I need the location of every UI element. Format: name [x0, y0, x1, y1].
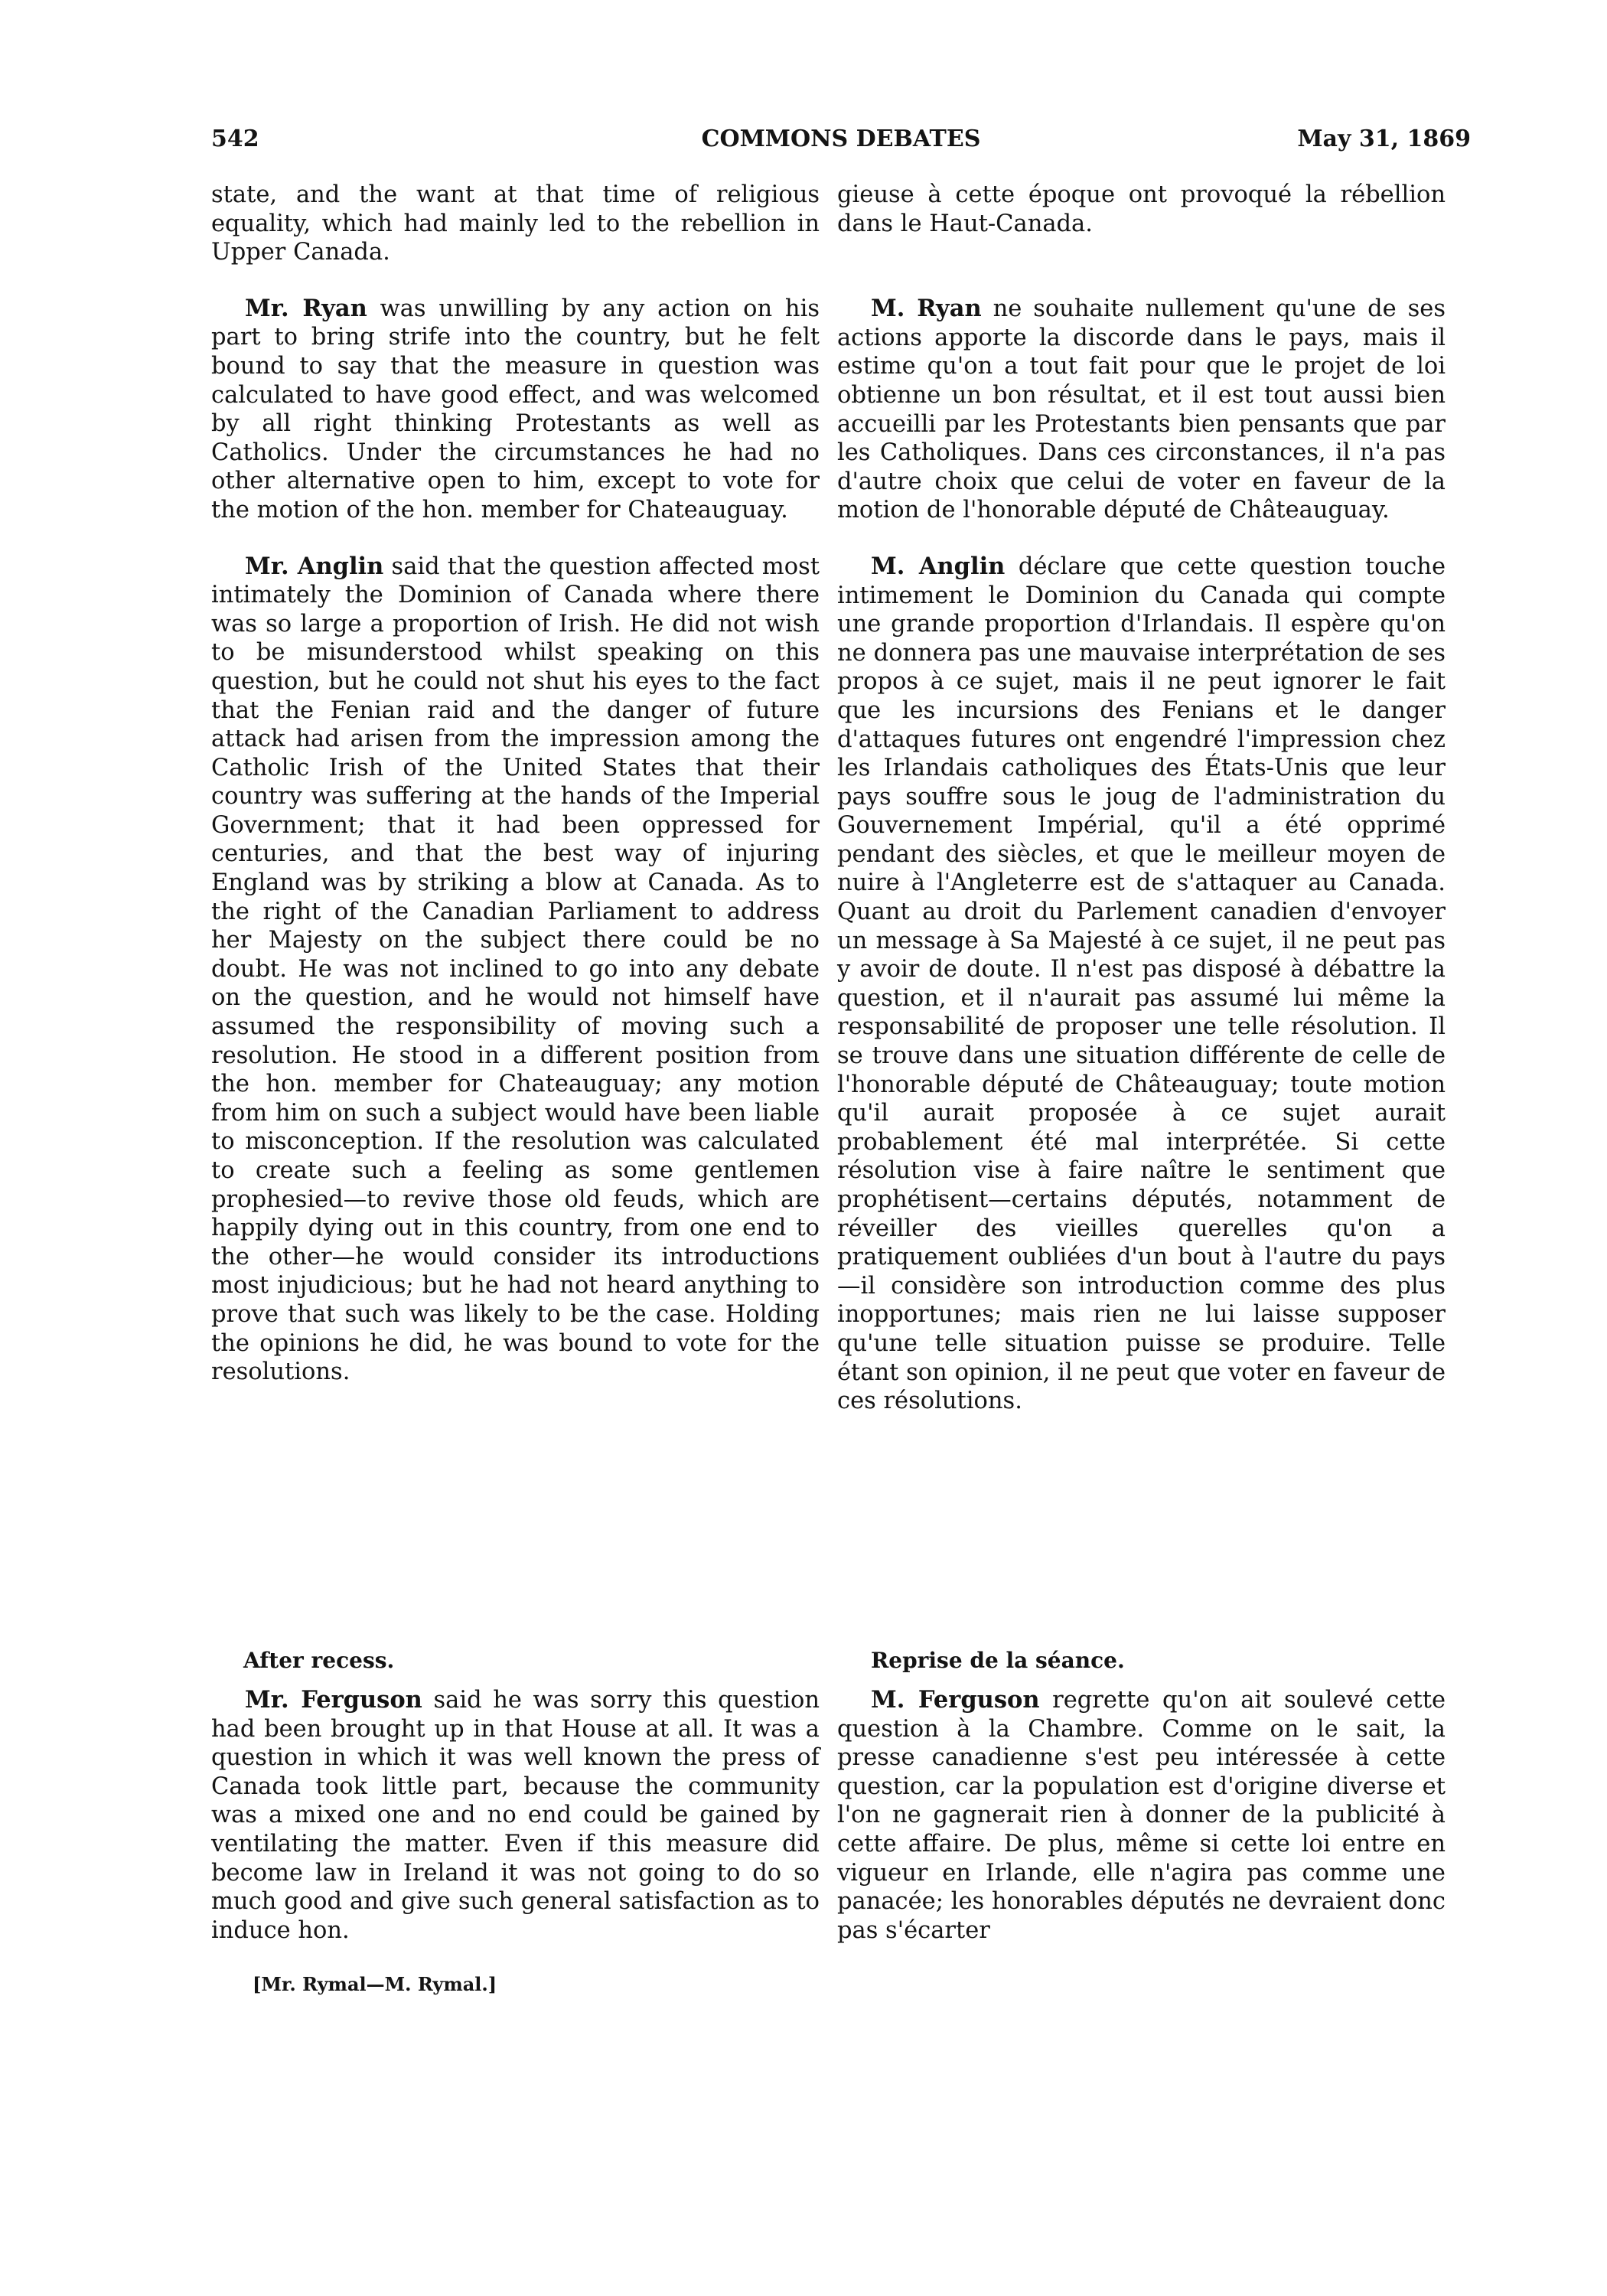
running-title: COMMONS DEBATES: [701, 126, 981, 152]
speech-text: ne souhaite nullement qu'une de ses actions apporte la discorde dans le pays, mais il estime qu'on a tout fait pour que le projet de loi obtienne un bon résultat, et il est tout aussi bien accueilli par les Protestants bien pensants que par les Catholiques. Dans ces circonstances, il n'a pas d'autre choix que celui de voter en faveur de la motion de l'honorable député de Châteauguay.: [837, 295, 1446, 524]
speaker-name: Mr. Ferguson: [245, 1686, 422, 1714]
french-column-top: [837, 181, 1446, 1416]
section-heading-after-recess: After recess.: [243, 1648, 395, 1673]
english-paragraph-continuation: state, and the want at that time of religious equality, which had mainly led to the rebellion in Upper Canada.: [211, 181, 820, 266]
speech-text: déclare que cette question touche intimement le Dominion du Canada qui compte une grande proportion d'Irlandais. Il espère qu'on ne donnera pas une mauvaise interprétation de ses propos à ce sujet, mais il ne peut ignorer le fait que les incursions des Fenians et le danger d'attaques futures ont engendré l'impression chez les Irlandais catholiques des États-Unis que leur pays souffre sous le joug de l'administration du Gouvernement Impérial, qu'il a été opprimé pendant des siècles, et que le meilleur moyen de nuire à l'Angleterre est de s'attaquer au Canada. Quant au droit du Parlement canadien d'envoyer un message à Sa Majesté à ce sujet, il ne peut pas y avoir de doute. Il n'est pas disposé à débattre la question, et il n'aurait pas assumé lui même la responsabilité de proposer une telle résolution. Il se trouve dans une situation différente de celle de l'honorable député de Châteauguay; toute motion qu'il aurait proposée à ce sujet aurait probablement été mal interprétée. Si cette résolution vise à faire naître le sentiment que prophétisent—certains députés, notamment de réveiller des vieilles querelles qu'on a pratiquement oubliées d'un bout à l'autre du pays —il considère son introduction comme des plus inopportunes; mais rien ne lui laisse supposer qu'une telle situation puisse se produire. Telle étant son opinion, il ne peut que voter en faveur de ces résolutions.: [837, 553, 1446, 1415]
speaker-name: Mr. Anglin: [245, 552, 384, 580]
french-paragraph-ryan: [837, 295, 1446, 525]
page-header: [211, 126, 1471, 164]
french-paragraph-anglin: [837, 553, 1446, 1416]
french-paragraph-ferguson: [837, 1686, 1446, 1945]
english-column-top: [211, 181, 820, 1387]
english-column-bottom: [211, 1686, 820, 1945]
english-paragraph-anglin: [211, 553, 820, 1387]
section-heading-reprise: Reprise de la séance.: [871, 1648, 1125, 1673]
french-column-bottom: [837, 1686, 1446, 1945]
header-date: May 31, 1869: [1297, 126, 1471, 152]
speech-text: said that the question affected most intimately the Dominion of Canada where there was so large a proportion of Irish. He did not wish to be misunderstood whilst speaking on this question, but he could not shut his eyes to the fact that the Fenian raid and the danger of future attack had arisen from the impression among the Catholic Irish of the United States that their country was suffering at the hands of the Imperial Government; that it had been oppressed for centuries, and that the best way of injuring England was by striking a blow at Canada. As to the right of the Canadian Parliament to address her Majesty on the subject there could be no doubt. He was not inclined to go into any debate on the question, and he would not himself have assumed the responsibility of moving such a resolution. He stood in a different position from the hon. member for Chateauguay; any motion from him on such a subject would have been liable to misconception. If the resolution was calculated to create such a feeling as some gentlemen prophesied—to revive those old feuds, which are happily dying out in this country, from one end to the other—he would consider its introductions most injudicious; but he had not heard anything to prove that such was likely to be the case. Holding the opinions he did, he was bound to vote for the resolutions.: [211, 553, 820, 1386]
english-paragraph-ferguson: [211, 1686, 820, 1945]
speaker-name: M. Ryan: [871, 295, 982, 323]
speech-text: said he was sorry this question had been brought up in that House at all. It was a question in which it was well known the press of Canada took little part, because the community was a mixed one and no end could be gained by ventilating the matter. Even if this measure did become law in Ireland it was not going to do so much good and give such general satisfaction as to induce hon.: [211, 1687, 820, 1944]
speaker-name: M. Anglin: [871, 552, 1006, 580]
speaker-name: M. Ferguson: [871, 1686, 1040, 1714]
speaker-name: Mr. Ryan: [245, 294, 367, 322]
speech-text: was unwilling by any action on his part to bring strife into the country, but he felt bound to say that the measure in question was calculated to have good effect, and was welcomed by all right thinking Protestants as well as Catholics. Under the circumstances he had no other alternative open to him, except to vote for the motion of the hon. member for Chateauguay.: [211, 295, 820, 523]
french-paragraph-continuation: gieuse à cette époque ont provoqué la rébellion dans le Haut-Canada.: [837, 181, 1446, 237]
footer-note: [Mr. Rymal—M. Rymal.]: [253, 1973, 497, 1995]
speech-text: regrette qu'on ait soulevé cette question à la Chambre. Comme on le sait, la presse canadienne s'est peu intéressée à cette question, car la population est d'origine diverse et l'on ne gagnerait rien à donner de la publicité à cette affaire. De plus, même si cette loi entre en vigueur en Irlande, elle n'agira pas comme une panacée; les honorables députés ne devraient donc pas s'écarter: [837, 1687, 1446, 1944]
english-paragraph-ryan: [211, 295, 820, 525]
page-number: 542: [211, 126, 259, 152]
